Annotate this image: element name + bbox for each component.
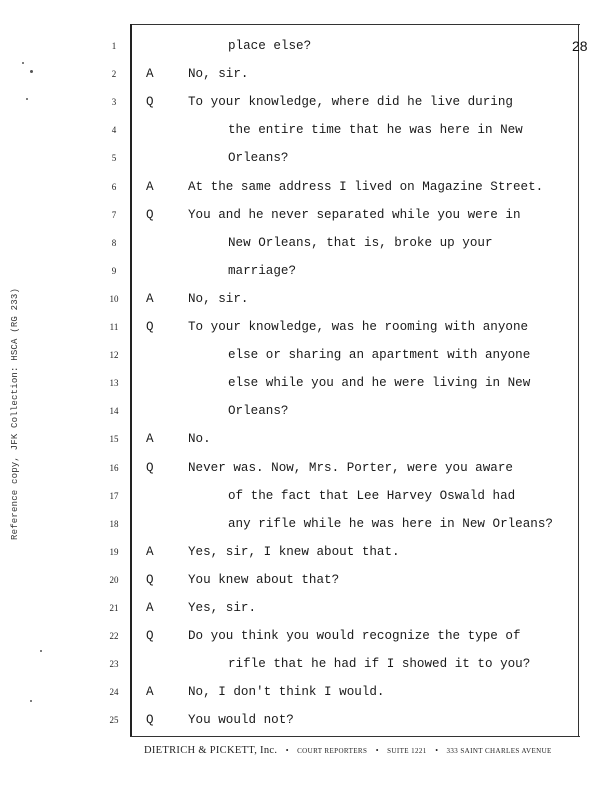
line-number: 10	[109, 293, 119, 304]
line-number: 6	[111, 181, 117, 192]
line-number: 19	[109, 546, 119, 557]
line-number: 5	[111, 153, 117, 164]
footer-firm-name: DIETRICH & PICKETT, Inc.	[144, 745, 278, 756]
line-text: No, I don't think I would.	[188, 685, 385, 700]
speaker-label: Q	[146, 572, 154, 587]
line-text: Never was. Now, Mrs. Porter, were you aware	[188, 460, 513, 475]
footer-role: COURT REPORTERS	[297, 747, 368, 755]
speaker-label: A	[146, 67, 154, 82]
transcript-line	[0, 148, 612, 168]
transcript-line	[0, 345, 612, 365]
transcript-line	[0, 64, 612, 84]
transcript-line	[0, 570, 612, 590]
line-text: To your knowledge, where did he live during	[188, 95, 513, 110]
line-number: 4	[111, 125, 117, 136]
transcript-line	[0, 710, 612, 730]
line-text: Do you think you would recognize the type of	[188, 629, 521, 644]
speaker-label: A	[146, 544, 154, 559]
footer-address: 333 SAINT CHARLES AVENUE	[446, 747, 552, 755]
transcript-line	[0, 429, 612, 449]
line-number: 24	[109, 687, 119, 698]
line-text: No, sir.	[188, 67, 249, 82]
transcript-line	[0, 598, 612, 618]
line-number: 1	[111, 41, 117, 51]
speaker-label: A	[146, 432, 154, 447]
line-text: You knew about that?	[188, 572, 340, 587]
line-text: rifle that he had if I showed it to you?	[228, 657, 531, 672]
speaker-label: A	[146, 291, 154, 306]
transcript-line	[0, 92, 612, 112]
footer-separator: •	[435, 746, 438, 755]
speaker-label: Q	[146, 320, 154, 334]
line-text: place else?	[228, 39, 312, 53]
transcript-line	[0, 317, 612, 337]
line-text: Orleans?	[228, 151, 289, 166]
transcript-line	[0, 654, 612, 674]
line-number: 22	[109, 631, 119, 642]
line-text: You and he never separated while you were in	[188, 207, 521, 222]
transcript-line	[0, 177, 612, 197]
footer-separator: •	[285, 746, 289, 755]
line-text: any rifle while he was here in New Orleans?	[228, 516, 553, 531]
speaker-label: A	[146, 601, 154, 615]
line-text: marriage?	[228, 263, 297, 278]
line-text: To your knowledge, was he rooming with anyone	[188, 320, 529, 334]
line-number: 25	[109, 715, 119, 726]
line-text: else or sharing an apartment with anyone	[228, 348, 531, 363]
transcript-line	[0, 373, 612, 393]
speaker-label: A	[146, 179, 154, 194]
page-frame-top-rule	[130, 24, 580, 25]
transcript-line	[0, 626, 612, 646]
speaker-label: Q	[146, 207, 154, 222]
transcript-line	[0, 120, 612, 140]
line-text: Yes, sir.	[188, 601, 257, 615]
speaker-label: Q	[146, 460, 154, 475]
footer-suite: SUITE 1221	[387, 747, 427, 755]
line-number: 12	[109, 350, 119, 361]
speaker-label: Q	[146, 713, 154, 728]
transcript-line	[0, 682, 612, 702]
transcript-line	[0, 36, 612, 56]
line-text: Orleans?	[228, 404, 289, 419]
speaker-label: Q	[146, 629, 154, 644]
line-number: 14	[109, 406, 119, 417]
transcript-line	[0, 261, 612, 281]
reporter-footer	[144, 745, 564, 756]
transcript-line	[0, 486, 612, 506]
line-number: 15	[109, 434, 119, 445]
line-number: 18	[109, 518, 119, 529]
line-number: 11	[109, 322, 119, 332]
scan-speck	[22, 62, 24, 64]
line-number: 13	[109, 378, 119, 389]
transcript-line	[0, 542, 612, 562]
line-text: No, sir.	[188, 291, 249, 306]
line-text: of the fact that Lee Harvey Oswald had	[228, 488, 516, 503]
transcript-line	[0, 458, 612, 478]
transcript-line	[0, 205, 612, 225]
archive-side-caption: Reference copy, JFK Collection: HSCA (RG 233)	[10, 287, 20, 540]
line-text: New Orleans, that is, broke up your	[228, 235, 493, 250]
line-number: 9	[111, 265, 117, 276]
line-text: Yes, sir, I knew about that.	[188, 544, 400, 559]
line-number: 16	[109, 462, 119, 473]
page-number: 28	[572, 38, 588, 54]
transcript-line	[0, 233, 612, 253]
line-number: 17	[109, 490, 119, 501]
line-text: At the same address I lived on Magazine Street.	[188, 179, 544, 194]
line-number: 23	[109, 659, 119, 670]
line-text: the entire time that he was here in New	[228, 123, 523, 138]
line-text: You would not?	[188, 713, 294, 728]
transcript-line	[0, 514, 612, 534]
line-number: 7	[111, 209, 117, 220]
line-number: 8	[111, 237, 117, 248]
line-number: 20	[109, 574, 119, 585]
speaker-label: A	[146, 685, 154, 700]
line-text: else while you and he were living in New	[228, 376, 531, 391]
line-text: No.	[188, 432, 211, 447]
transcript-line	[0, 401, 612, 421]
line-number: 21	[109, 603, 119, 613]
transcript-line	[0, 289, 612, 309]
speaker-label: Q	[146, 95, 154, 110]
line-number: 3	[111, 97, 117, 108]
scan-speck	[40, 650, 42, 652]
scan-speck	[30, 70, 33, 73]
scan-speck	[26, 98, 28, 100]
footer-separator: •	[375, 746, 379, 755]
scan-speck	[30, 700, 32, 702]
page-frame-bottom-rule	[130, 736, 580, 737]
line-number: 2	[111, 69, 117, 80]
